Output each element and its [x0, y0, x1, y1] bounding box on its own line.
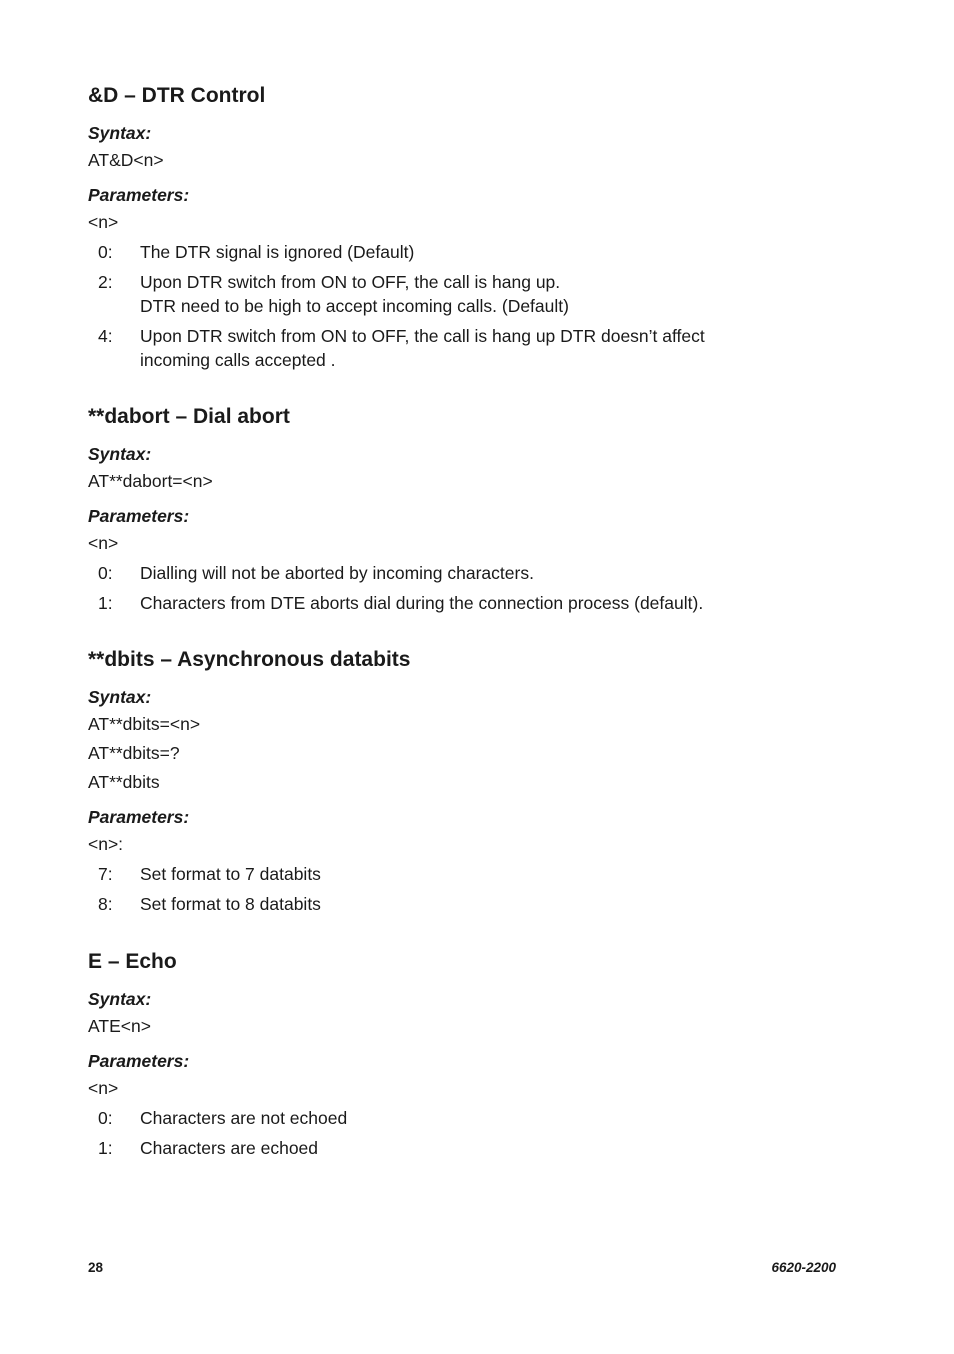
- parameter-item: [88, 892, 848, 916]
- section-databits: [88, 648, 848, 916]
- syntax-line: AT**dbits=?: [88, 743, 180, 763]
- parameter-item: [88, 862, 848, 886]
- description-line: Characters are echoed: [140, 1138, 319, 1158]
- parameter-description: [140, 1106, 848, 1130]
- parameters-label: Parameters:: [88, 506, 190, 526]
- parameter-name: <n>: [88, 533, 119, 553]
- parameter-description: [140, 862, 848, 886]
- parameter-item: [88, 1136, 848, 1160]
- description-line: Set format to 7 databits: [140, 864, 321, 884]
- parameter-item: [88, 324, 848, 372]
- description-line: Upon DTR switch from ON to OFF, the call is hang up.: [140, 272, 561, 292]
- description-line: Characters are not echoed: [140, 1108, 348, 1128]
- parameter-item: [88, 561, 848, 585]
- parameters-label: Parameters:: [88, 1051, 190, 1071]
- parameter-description: [140, 591, 848, 615]
- section-dtr-control: [88, 84, 848, 372]
- parameter-list: [88, 862, 848, 916]
- parameter-value: 0:: [98, 242, 113, 262]
- parameter-value: 2:: [98, 272, 113, 292]
- parameter-description: [140, 324, 848, 372]
- description-line: The DTR signal is ignored (Default): [140, 242, 415, 262]
- description-line: Dialling will not be aborted by incoming characters.: [140, 563, 534, 583]
- section-dial-abort: [88, 405, 848, 615]
- syntax-line: ATE<n>: [88, 1016, 151, 1036]
- parameter-value: 8:: [98, 894, 113, 914]
- parameter-item: [88, 270, 848, 318]
- section-heading: **dabort – Dial abort: [88, 405, 290, 428]
- syntax-label: Syntax:: [88, 989, 152, 1009]
- section-echo: [88, 950, 848, 1160]
- page-number: 28: [88, 1260, 104, 1275]
- parameter-description: [140, 270, 848, 318]
- parameter-name: <n>: [88, 1078, 119, 1098]
- parameter-list: [88, 1106, 848, 1160]
- parameter-item: [88, 240, 848, 264]
- parameter-value: 1:: [98, 1138, 113, 1158]
- syntax-line: AT**dbits=<n>: [88, 714, 201, 734]
- parameter-value: 1:: [98, 593, 113, 613]
- parameter-value: 0:: [98, 1108, 113, 1128]
- parameter-name: <n>: [88, 212, 119, 232]
- syntax-label: Syntax:: [88, 687, 152, 707]
- syntax-line: AT**dbits: [88, 772, 160, 792]
- parameter-value: 0:: [98, 563, 113, 583]
- parameter-item: [88, 1106, 848, 1130]
- document-number: 6620-2200: [771, 1260, 836, 1275]
- parameter-item: [88, 591, 848, 615]
- parameter-description: [140, 892, 848, 916]
- syntax-line: AT**dabort=<n>: [88, 471, 213, 491]
- section-heading: **dbits – Asynchronous databits: [88, 648, 411, 671]
- parameter-value: 4:: [98, 326, 113, 346]
- parameter-description: [140, 561, 848, 585]
- parameters-label: Parameters:: [88, 185, 190, 205]
- parameter-value: 7:: [98, 864, 113, 884]
- syntax-label: Syntax:: [88, 123, 152, 143]
- parameters-label: Parameters:: [88, 807, 190, 827]
- description-line: Set format to 8 databits: [140, 894, 321, 914]
- description-line: Upon DTR switch from ON to OFF, the call is hang up DTR doesn’t affect: [140, 326, 705, 346]
- parameter-list: [88, 240, 848, 372]
- section-heading: E – Echo: [88, 950, 177, 973]
- syntax-line: AT&D<n>: [88, 150, 164, 170]
- section-heading: &D – DTR Control: [88, 84, 266, 107]
- parameter-description: [140, 1136, 848, 1160]
- description-line: DTR need to be high to accept incoming calls. (Default): [140, 296, 569, 316]
- description-line: Characters from DTE aborts dial during the connection process (default).: [140, 593, 704, 613]
- syntax-label: Syntax:: [88, 444, 152, 464]
- parameter-description: [140, 240, 848, 264]
- parameter-name: <n>:: [88, 834, 124, 854]
- parameter-list: [88, 561, 848, 615]
- description-line: incoming calls accepted .: [140, 350, 336, 370]
